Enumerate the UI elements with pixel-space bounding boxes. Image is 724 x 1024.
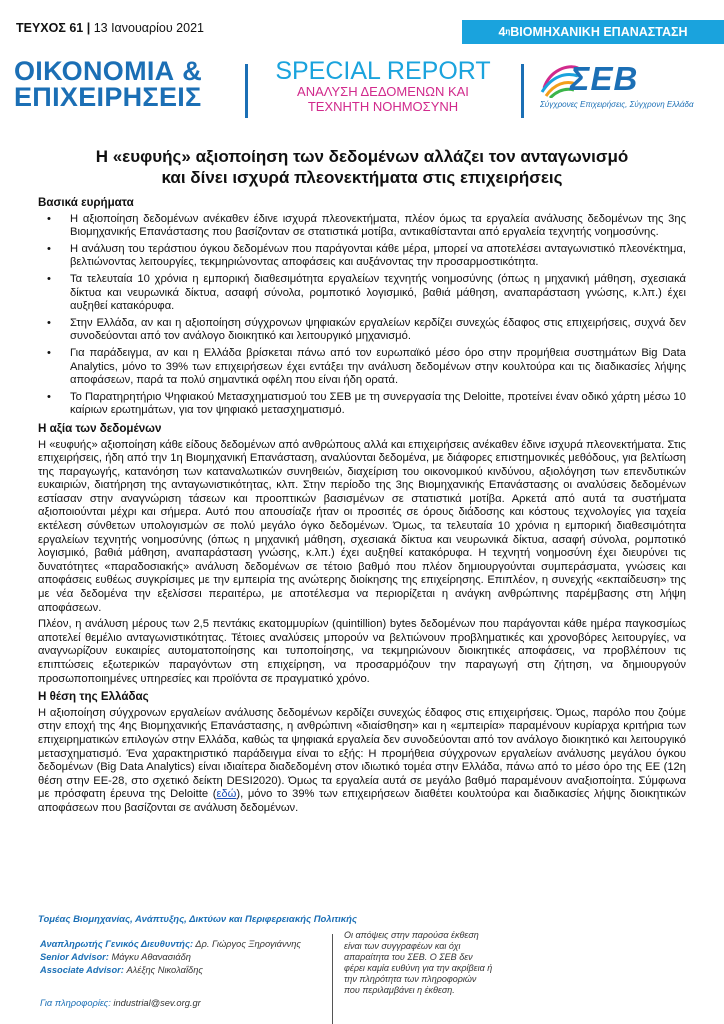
issue-number: ΤΕΥΧΟΣ 61 | bbox=[16, 21, 91, 35]
contact-row bbox=[40, 938, 301, 951]
info-label: Για πληροφορίες: bbox=[40, 998, 111, 1008]
list-item: • Η αξιοποίηση δεδομένων ανέκαθεν έδινε ισχυρά πλεονεκτήματα, πλέον όμως τα εργαλεία ανάλυσης δεδομένων της 3ης Βιομηχανικής Επανάστασης που βασίζονταν σε στατιστικά μοτίβα, αντικαθίστανται από εργαλεία τεχνητής νοημοσύνης. bbox=[56, 213, 686, 240]
special-report-sub1: ΑΝΑΛΥΣΗ ΔΕΔΟΜΕΝΩΝ ΚΑΙ bbox=[297, 84, 469, 99]
footer bbox=[0, 910, 724, 1024]
topic-ribbon: 4 η ΒΙΟΜΗΧΑΝΙΚΗ ΕΠΑΝΑΣΤΑΣΗ bbox=[462, 20, 724, 44]
value-paragraph-1: Η «ευφυής» αξιοποίηση κάθε είδους δεδομένων από ανθρώπους αλλά και επιχειρήσεις ανέκαθεν έδινε ισχυρά πλεονεκτήματα. Στις επιχειρήσεις, ήδη από την 1η Βιομηχανική Επανάσταση, αναλύονται δεδομένα, με διάφορες επιστημονικές μεθόδους, για βελτίωση της παραγωγής, κατανόηση των καταναλωτικών συνηθειών, διαχείριση του οικονομικού κινδύνου, αξιολόγηση των επενδυτικών ευκαιριών, διατήρηση της ανταγωνιστικότητας, κλπ. Στην περίοδο της 3ης Βιομηχανικής Επανάστασης οι αναλύσεις δεδομένων εστίασαν στην αναγνώριση τάσεων και προοπτικών βασισμένων σε στατιστικά μοτίβα. Αρκετά από αυτά τα συστήματα αξιοποιούνται μέχρι και σήμερα. Αυτό που απουσίαζε ήταν οι προσιτές σε όρους διάδοσης και κόστους τεχνολογίες για ταχεία εκτέλεση σύνθετων υπολογισμών σε πολύ μεγάλο όγκο δεδομένων. Όμως, τα τελευταία 10 χρόνια η εμπορική διαθεσιμότητα εργαλείων τεχνητής νοημοσύνης (όπως η μηχανική μάθηση, σχεσιακά δίκτυα και νευρωνικά δίκτυα, ασαφή σύνολα, ρομποτικό λογισμικό, βαθιά μάθηση, αναπαράσταση γνώσης, κ.λπ.) έχει αυξηθεί κατακόρυφα. Η τεχνητή νοημοσύνη έχει διευρύνει τις δυνατότητες «παραδοσιακής» ανάλυση δεδομένων σε τέτοιο βαθμό που πλέον δημιουργούνται συμπεράσματα, γνώσεις και αποφάσεις ευθέως συγκρίσιμες με την εμπειρία της ανώτερης διοίκησης της επιχείρησης. Επιπλέον, η συνεχής «εκπαίδευση» της με νέα δεδομένα την εξελίσσει περαιτέρω, με αποτέλεσμα να περιορίζεται η ανάγκη ανθρώπινης παρέμβασης στη λήψη αποφάσεων. bbox=[38, 438, 686, 614]
list-item: • Το Παρατηρητήριο Ψηφιακού Μετασχηματισμού του ΣΕΒ με τη συνεργασία της Deloitte, προτείνει έναν οδικό χάρτη μέσω 10 καίριων ερωτημάτων, για τον ψηφιακό μετασχηματισμό. bbox=[56, 391, 686, 418]
footer-info bbox=[40, 998, 201, 1008]
findings-list bbox=[38, 213, 686, 418]
section-title-line2: ΕΠΙΧΕΙΡΗΣΕΙΣ bbox=[14, 82, 202, 112]
findings-heading: Βασικά ευρήματα bbox=[38, 196, 134, 209]
top-bar bbox=[0, 0, 724, 44]
list-item: • Για παράδειγμα, αν και η Ελλάδα βρίσκεται πάνω από τον ευρωπαϊκό μέσο όρο στην προμήθεια συστημάτων Big Data Analytics, μόνο το 39% των επιχειρήσεων έχει εντάξει την ανάλυση δεδομένων στην κουλτούρα και τις διαδικασίες λήψης αποφάσεων, παρά τα πολύ σημαντικά οφέλη που είναι ήδη ορατά. bbox=[56, 347, 686, 388]
list-item: • Τα τελευταία 10 χρόνια η εμπορική διαθεσιμότητα εργαλείων τεχνητής νοημοσύνης (όπως η μηχανική μάθηση, σχεσιακά δίκτυα και νευρωνικά δίκτυα, ασαφή σύνολα, ρομποτικό λογισμικό, βαθιά μάθηση, αναπαράσταση γνώσης, κ.λπ.) έχει αυξηθεί κατακόρυφα. bbox=[56, 273, 686, 314]
logo-tagline: Σύγχρονες Επιχειρήσεις, Σύγχρονη Ελλάδα bbox=[540, 100, 694, 109]
contact-name: Δρ. Γιώργος Ξηρογιάννης bbox=[193, 939, 301, 949]
footer-disclaimer: Οι απόψεις στην παρούσα έκθεση είναι των συγγραφέων και όχι απαραίτητα του ΣΕΒ. Ο ΣΕΒ δεν φέρει καμία ευθύνη για την ακρίβεια ή την πληρότητα των πληροφοριών που περιλαμβάνει η έκθεση. bbox=[344, 930, 493, 995]
deloitte-link[interactable]: εδώ bbox=[216, 788, 237, 801]
contact-role: Senior Advisor: bbox=[40, 952, 109, 962]
contact-name: Αλέξης Νικολαΐδης bbox=[123, 965, 203, 975]
issue-date: 13 Ιανουαρίου 2021 bbox=[90, 21, 204, 35]
footer-contacts bbox=[40, 938, 301, 977]
greece-text-a: Η αξιοποίηση σύγχρονων εργαλείων ανάλυσης δεδομένων κερδίζει συνεχώς έδαφος στις επιχειρήσεις. Όμως, παρόλο που ζούμε στην εποχή της 4ης Βιομηχανικής Επανάστασης, η ανθρώπινη «διαίσθηση» και η «εμπειρία» παραμένουν κυρίαρχα κριτήρια των επιχειρηματικών επιλογών στην Ελλάδα, καθώς τα ψηφιακά εργαλεία δεν συνοδεύονται από τον ανάλογο διοικητικό και λειτουργικό μετασχηματισμό. Ένα χαρακτηριστικό παράδειγμα είναι το εξής: Η προμήθεια σύγχρονων εργαλείων ανάλυσης μεγάλου όγκου δεδομένων (Big Data Analytics) είναι ιδιαίτερα διαδεδομένη στον ιδιωτικό τομέα στην Ελλάδα, πάνω από το μέσο όρο της ΕΕ (12η θέση στην ΕΕ-28, στο σχετικό δείκτη DESI2020). Όμως τα εργαλεία αυτά σε μεγάλο βαθμό παραμένουν αναξιοποίητα. Σύμφωνα με πρόσφατη έρευνα της Deloitte ( bbox=[38, 706, 686, 801]
contact-row bbox=[40, 964, 301, 977]
special-report-sub2: ΤΕΧΝΗΤΗ ΝΟΗΜΟΣΥΝΗ bbox=[307, 99, 459, 114]
ribbon-text: ΒΙΟΜΗΧΑΝΙΚΗ ΕΠΑΝΑΣΤΑΣΗ bbox=[510, 25, 688, 39]
divider-bar bbox=[245, 64, 248, 118]
divider-bar bbox=[521, 64, 524, 118]
article-body bbox=[38, 192, 686, 819]
footer-divider bbox=[332, 934, 333, 1024]
title-line1: Η «ευφυής» αξιοποίηση των δεδομένων αλλάζει τον ανταγωνισμό bbox=[95, 147, 629, 166]
list-item: • Η ανάλυση του τεράστιου όγκου δεδομένων που παράγονται κάθε μέρα, μπορεί να αποτελέσει ανταγωνιστικό πλεονέκτημα, βελτιώνοντας λειτουργίες, τεκμηριώνοντας αποφάσεις και αυξάνοντας την προσαρμοστικότητα. bbox=[56, 243, 686, 270]
title-line2: και δίνει ισχυρά πλεονεκτήματα στις επιχειρήσεις bbox=[161, 168, 563, 187]
logo-text: ΣΕΒ bbox=[570, 60, 639, 97]
list-item: • Στην Ελλάδα, αν και η αξιοποίηση σύγχρονων ψηφιακών εργαλείων κερδίζει συνεχώς έδαφος στις επιχειρήσεις, συχνά δεν συνοδεύονται από τον ανάλογο διοικητικό και λειτουργικό μηχανισμό. bbox=[56, 317, 686, 344]
section-title bbox=[14, 58, 202, 110]
greece-heading: Η θέση της Ελλάδας bbox=[38, 690, 149, 704]
article-title bbox=[0, 146, 724, 188]
footer-sector: Τομέας Βιομηχανίας, Ανάπτυξης, Δικτύων και Περιφερειακής Πολιτικής bbox=[38, 914, 357, 925]
contact-role: Associate Advisor: bbox=[40, 965, 124, 975]
value-heading: Η αξία των δεδομένων bbox=[38, 421, 162, 435]
greece-text-b: ), μόνο το 39% των επιχειρήσεων διαθέτει κουλτούρα και διαδικασίες λήψης διοικητικών αποφάσεων που βασίζονται σε ανάλυση δεδομένων. bbox=[38, 788, 687, 814]
value-paragraph-2: Πλέον, η ανάλυση μέρους των 2,5 πεντάκις εκατομμυρίων (quintillion) bytes δεδομένων που παράγονται κάθε ημέρα παγκοσμίως αποτελεί θεμέλιο ανταγωνιστικότητας. Τέτοιες αναλύσεις μπορούν να βελτιώνουν προβληματικές και χρονοβόρες λειτουργίες, να αναγνωρίζουν ευκαιρίες αυτοματοποίησης και τυποποίησης, να τεκμηριώνουν διοικητικές αποφάσεις, να προβλέπουν τις επιπτώσεις εξωτερικών παραγόντων στη επιχείρηση, να προσαρμόζουν την παραγωγή στη ζήτηση, να δημιουργούν προσωποποιημένες υπηρεσίες και προϊόντα σε πραγματικό χρόνο. bbox=[38, 618, 686, 685]
contact-name: Μάγκυ Αθανασιάδη bbox=[108, 952, 191, 962]
contact-role: Αναπληρωτής Γενικός Διευθυντής: bbox=[40, 939, 194, 949]
contact-row bbox=[40, 951, 301, 964]
ribbon-number: 4 bbox=[498, 25, 506, 39]
masthead bbox=[0, 58, 724, 128]
issue-info bbox=[16, 21, 204, 35]
section-title-line1: ΟΙΚΟΝΟΜΙΑ & bbox=[14, 56, 203, 86]
sev-logo bbox=[540, 60, 712, 124]
info-email[interactable]: industrial@sev.org.gr bbox=[110, 998, 201, 1008]
greece-paragraph bbox=[38, 707, 686, 816]
special-report bbox=[262, 58, 504, 114]
special-report-title: SPECIAL REPORT bbox=[275, 57, 491, 85]
